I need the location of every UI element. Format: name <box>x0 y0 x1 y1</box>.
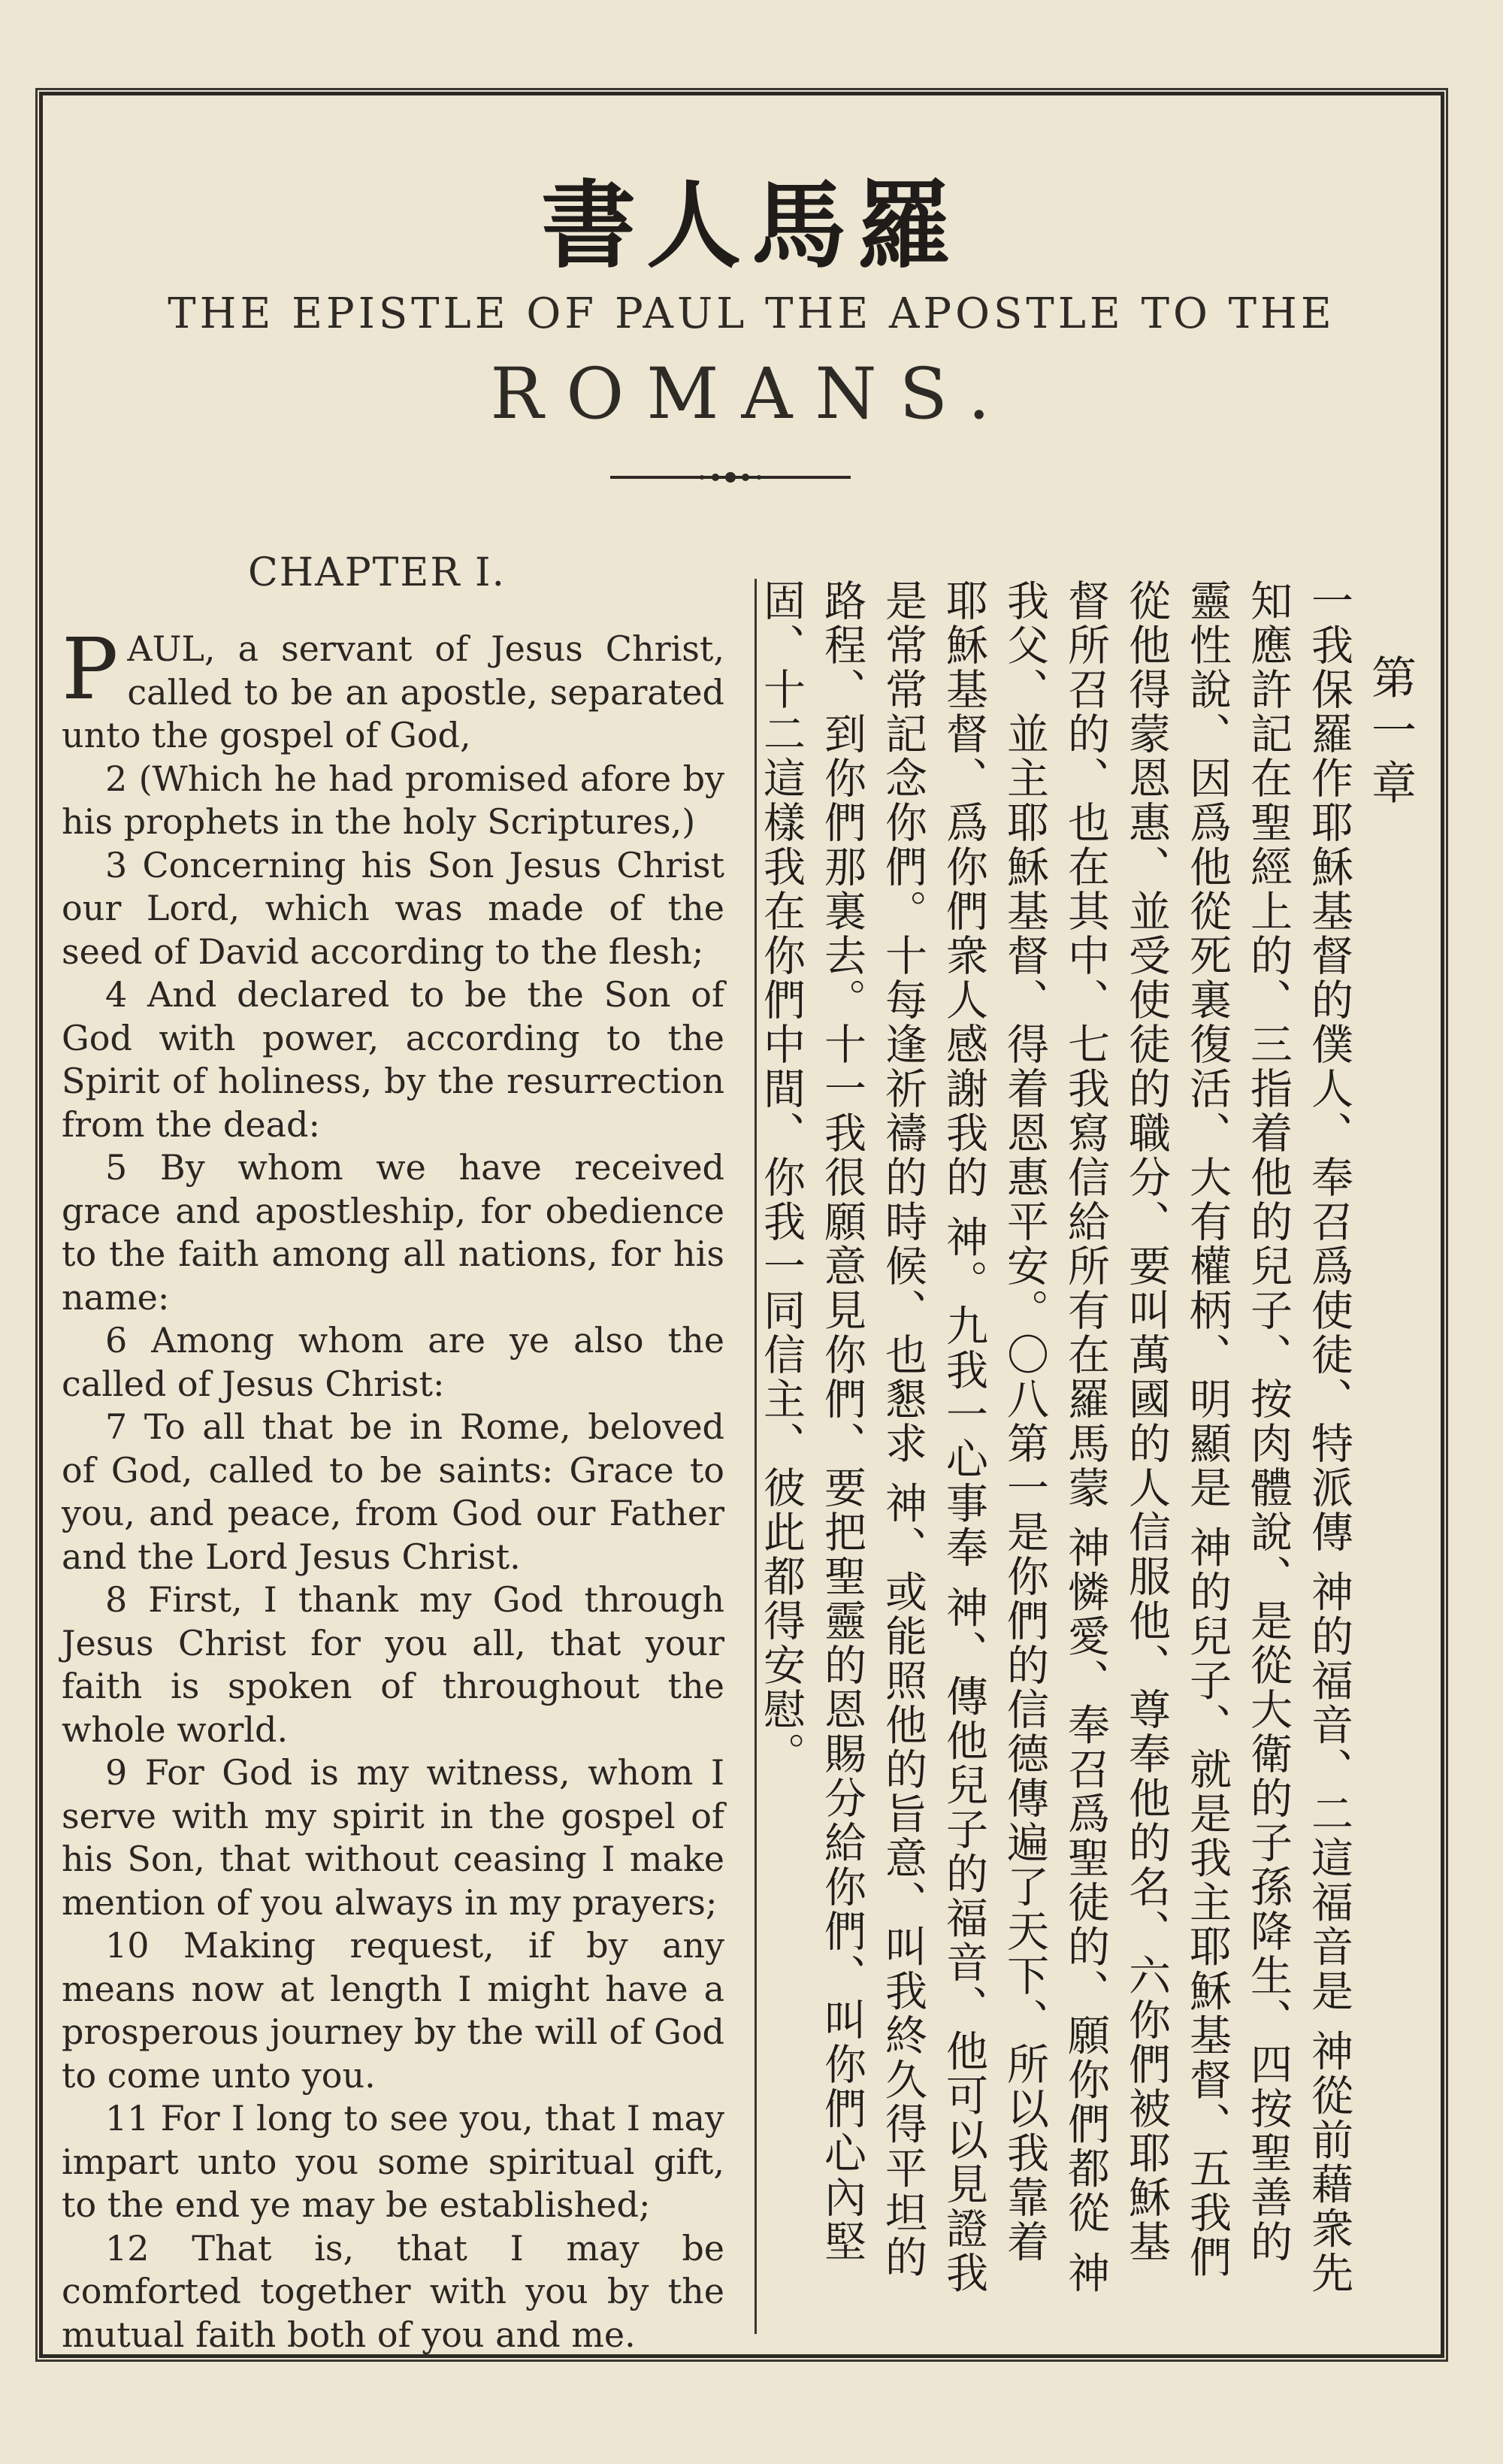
verse: 2 (Which he had promised afore by his prophets in the holy Scriptures,) <box>62 758 724 842</box>
verse: 12 That is, that I may be comforted together with you by the mutual faith both of you and me. <box>62 2227 724 2355</box>
chinese-text-column <box>757 579 1420 2308</box>
verse: 7 To all that be in Rome, beloved of God, called to be saints: Grace to you, and peace, from God our Father and the Lord Jesus Christ. <box>62 1406 724 1577</box>
verse-1-text: AUL, a servant of Jesus Christ, called to be an apostle, separated unto the gospel of God, <box>62 628 724 755</box>
verse: 3 Concerning his Son Jesus Christ our Lord, which was made of the seed of David according to the flesh; <box>62 844 724 972</box>
book-title: ROMANS. <box>490 353 1013 435</box>
verse: 9 For God is my witness, whom I serve with my spirit in the gospel of his Son, that without ceasing I make mention of you always in my prayers; <box>62 1752 724 1923</box>
english-verses <box>62 621 724 2357</box>
chinese-body-text: 一我保羅作耶穌基督的僕人、奉召爲使徒、特派傳 神的福音、二這福音是 神從前藉衆先知應許記在聖經上的、三指着他的兒子、按肉體說、是從大衛的子孫降生、四按聖善的靈性說、因爲他從死裏復活、大有權柄、明顯是 神的兒子、就是我主耶穌基督、五我們從他得蒙恩惠、並受使徒的職分、要叫萬國的人信服他、尊奉他的名、六你們被耶穌基督所召的、也在其中、七我寫信給所有在羅馬蒙 神憐愛、奉召爲聖徒的、願你們都從 神我父、並主耶穌基督、得着恩惠平安。〇八第一是你們的信德傳遍了天下、所以我靠着耶穌基督、爲你們衆人感謝我的 神。九我一心事奉 神、傳他兒子的福音、他可以見證我是常常記念你們。十每逢祈禱的時候、也懇求 神、或能照他的旨意、叫我終久得平坦的路程、到你們那裏去。十一我很願意見你們、要把聖靈的恩賜分給你們、叫你們心內堅固、十二這樣我在你們中間、你我一同信主、彼此都得安慰。 <box>757 579 1353 2296</box>
verse: 8 First, I thank my God through Jesus Christ for you all, that your faith is spoken of throughout the whole world. <box>62 1579 724 1750</box>
ornament-divider <box>610 466 851 489</box>
verse: 5 By whom we have received grace and apostleship, for obedience to the faith among all nations, for his name: <box>62 1147 724 1318</box>
verse: 6 Among whom are ye also the called of Jesus Christ: <box>62 1320 724 1404</box>
chinese-chapter-heading: 第一章 <box>1364 654 1417 812</box>
verse: 11 For I long to see you, that I may impart unto you some spiritual gift, to the end ye may be established; <box>62 2098 724 2225</box>
verse-1 <box>62 621 724 758</box>
epistle-subtitle: THE EPISTLE OF PAUL THE APOSTLE TO THE <box>168 289 1335 338</box>
chinese-title: 書人馬羅 <box>541 170 962 281</box>
drop-cap: P <box>62 621 119 719</box>
verse: 10 Making request, if by any means now at length I might have a prosperous journey by the will of God to come unto you. <box>62 1925 724 2096</box>
english-chapter-heading: CHAPTER I. <box>248 550 507 595</box>
verse: 4 And declared to be the Son of God with power, according to the Spirit of holiness, by the resurrection from the dead: <box>62 974 724 1145</box>
